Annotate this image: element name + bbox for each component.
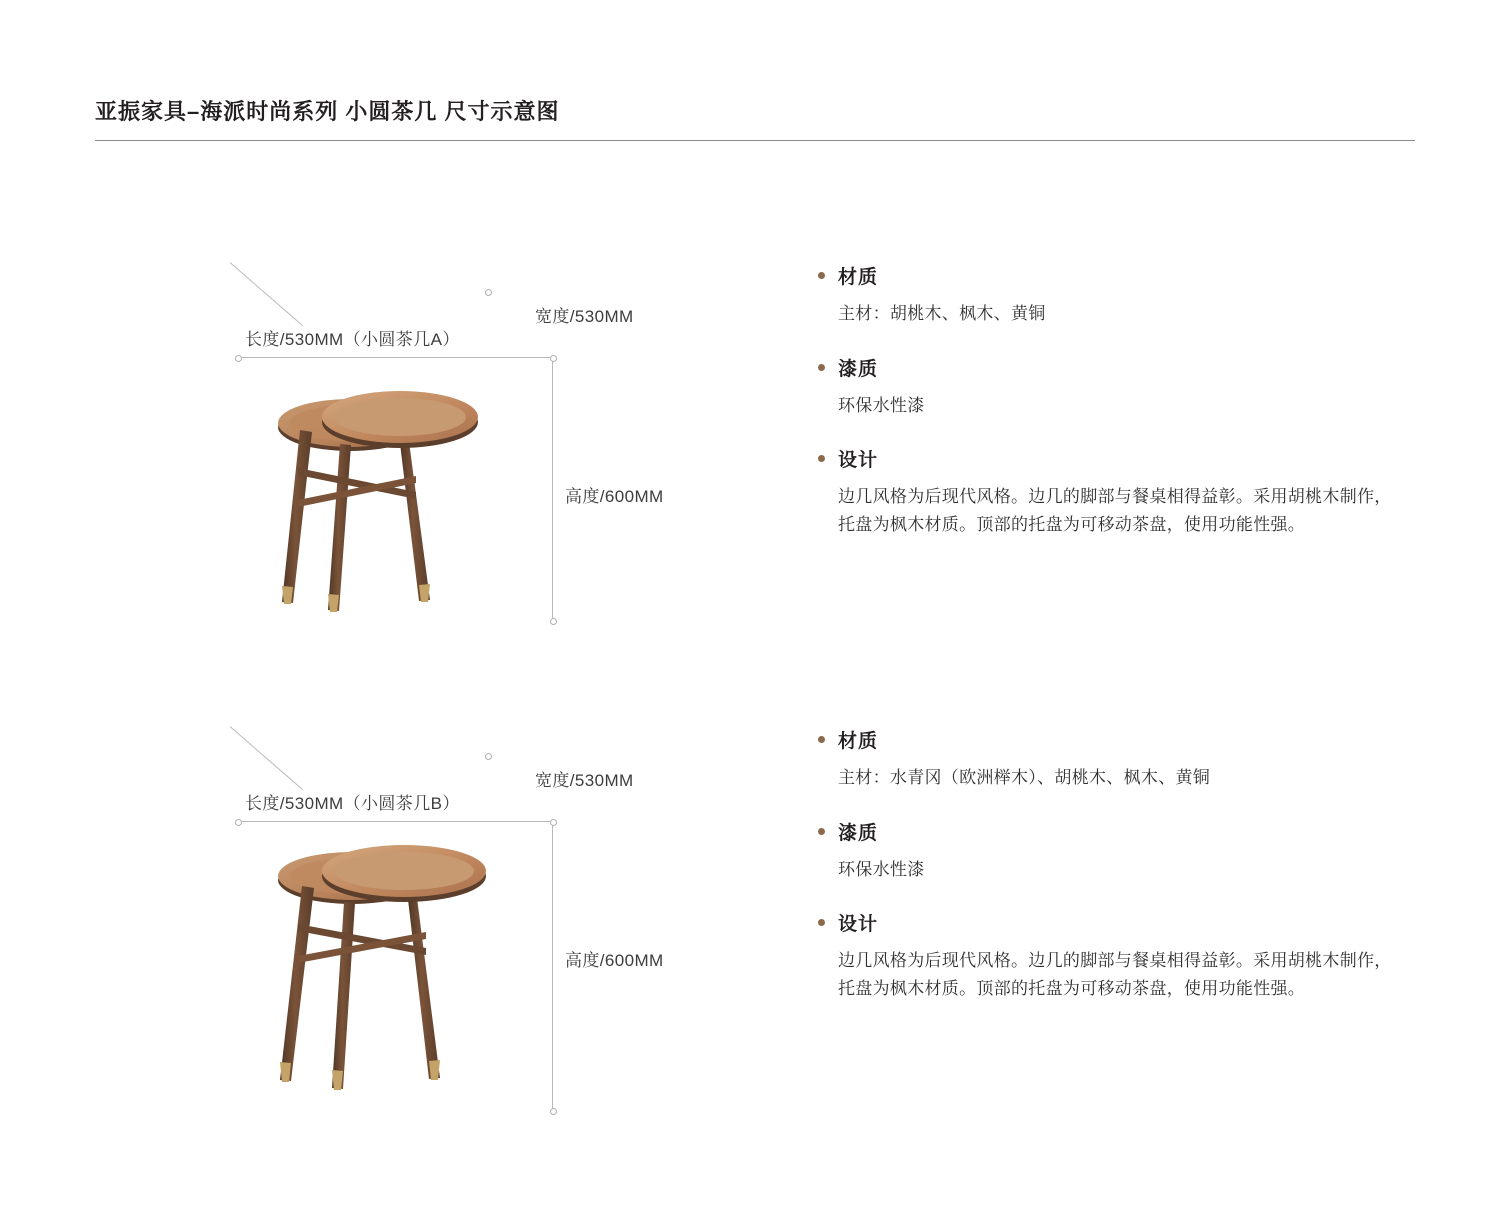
dimension-endpoint-corner [550, 355, 557, 362]
spec-list-b [818, 726, 1438, 1002]
dimension-line-width [230, 726, 303, 790]
spec-group-finish [818, 818, 1438, 884]
dimension-endpoint-left [235, 355, 242, 362]
bullet-icon [818, 364, 825, 371]
dimension-line-height [552, 357, 553, 621]
spec-title: 设计 [838, 450, 879, 472]
dimension-length-label: 长度/530MM（小圆茶几A） [245, 330, 460, 349]
dimension-height-label: 高度/600MM [565, 951, 664, 970]
dimension-endpoint-width [485, 753, 492, 760]
dimension-width-label: 宽度/530MM [535, 771, 634, 790]
dimension-diagram-b [230, 726, 720, 1146]
bullet-icon [818, 736, 825, 743]
spec-group-finish [818, 354, 1438, 420]
bullet-icon [818, 828, 825, 835]
dimension-length-label: 长度/530MM（小圆茶几B） [245, 794, 460, 813]
spec-list-a [818, 262, 1438, 538]
spec-body: 环保水性漆 [838, 395, 925, 415]
dimension-diagram-a [230, 262, 720, 682]
dimension-line-width [230, 262, 303, 326]
dimension-endpoint-bottom [550, 1108, 557, 1115]
bullet-icon [818, 455, 825, 462]
spec-title: 漆质 [838, 822, 879, 844]
dimension-endpoint-corner [550, 819, 557, 826]
round-tea-table-illustration-a [240, 372, 540, 642]
spec-group-material [818, 726, 1438, 792]
spec-body: 边几风格为后现代风格。边几的脚部与餐桌相得益彰。采用胡桃木制作，托盘为枫木材质。顶部的托盘为可移动茶盘，使用功能性强。 [838, 487, 1392, 534]
dimension-endpoint-width [485, 289, 492, 296]
dimension-line-height [552, 821, 553, 1111]
dimension-endpoint-bottom [550, 618, 557, 625]
dimension-width-label: 宽度/530MM [535, 307, 634, 326]
spec-body: 主材：水青冈（欧洲榉木）、胡桃木、枫木、黄铜 [838, 768, 1211, 787]
spec-body: 主材：胡桃木、枫木、黄铜 [838, 304, 1046, 323]
header-divider [95, 140, 1415, 141]
spec-title: 漆质 [838, 358, 879, 380]
spec-title: 设计 [838, 914, 879, 936]
spec-group-design [818, 909, 1438, 1002]
round-tea-table-illustration-b [240, 836, 540, 1106]
dimension-endpoint-left [235, 819, 242, 826]
dimension-line-length [238, 821, 552, 822]
dimension-height-label: 高度/600MM [565, 487, 664, 506]
page-header [95, 95, 1415, 141]
bullet-icon [818, 919, 825, 926]
dimension-line-length [238, 357, 552, 358]
page-title: 亚振家具–海派时尚系列 小圆茶几 尺寸示意图 [95, 99, 560, 124]
spec-title: 材质 [838, 731, 879, 752]
bullet-icon [818, 272, 825, 279]
spec-group-design [818, 445, 1438, 538]
spec-body: 边几风格为后现代风格。边几的脚部与餐桌相得益彰。采用胡桃木制作，托盘为枫木材质。顶部的托盘为可移动茶盘，使用功能性强。 [838, 951, 1392, 998]
spec-group-material [818, 262, 1438, 328]
spec-body: 环保水性漆 [838, 859, 925, 879]
spec-title: 材质 [838, 267, 879, 288]
